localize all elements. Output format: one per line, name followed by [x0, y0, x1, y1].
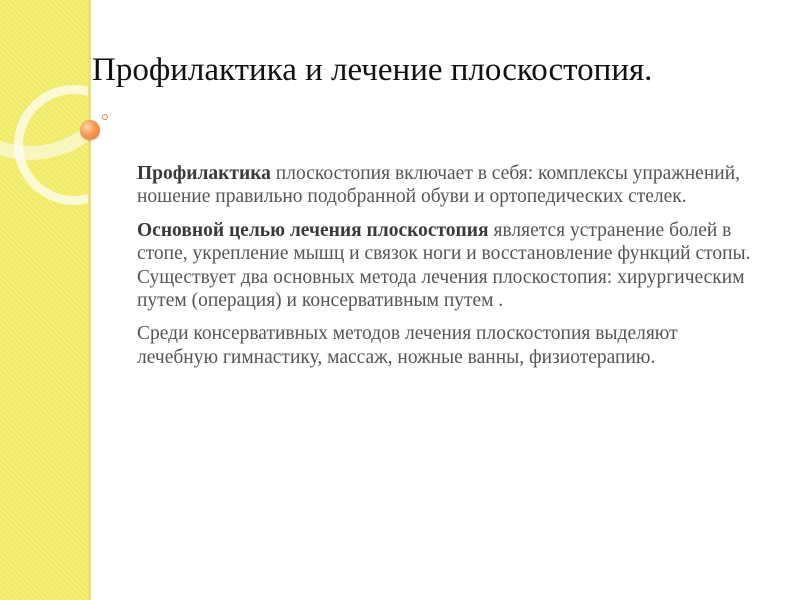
decorative-small-circle — [102, 114, 108, 120]
decorative-ring-small — [14, 85, 134, 205]
paragraph-prevention-bold: Профилактика — [137, 163, 271, 184]
paragraph-prevention — [137, 162, 762, 209]
decorative-orange-ball — [80, 120, 100, 140]
band-edge-line — [88, 0, 91, 600]
paragraph-treatment-goal-bold: Основной целью лечения плоскостопия — [137, 219, 489, 241]
paragraph-treatment-goal-text: является устранение болей в стопе, укрепление мышц и связок ноги и восстановление функций стопы. Существует два основных метода лечения плоскостопия: хирургическим путем (операция) и консервативным путем . — [137, 219, 751, 311]
paragraph-prevention-text: плоскостопия включает в себя: комплексы упражнений, ношение правильно подобранной обуви и ортопедических стелек. — [137, 163, 741, 208]
slide-body — [137, 162, 762, 379]
slide-title: Профилактика и лечение плоскостопия. — [92, 52, 653, 88]
decorative-side-band — [0, 0, 88, 600]
paragraph-treatment-goal — [137, 219, 762, 313]
paragraph-conservative-methods — [137, 322, 762, 369]
paragraph-conservative-methods-text: Среди консервативных методов лечения плоскостопия выделяют лечебную гимнастику, массаж, ножные ванны, физиотерапию. — [137, 323, 678, 368]
